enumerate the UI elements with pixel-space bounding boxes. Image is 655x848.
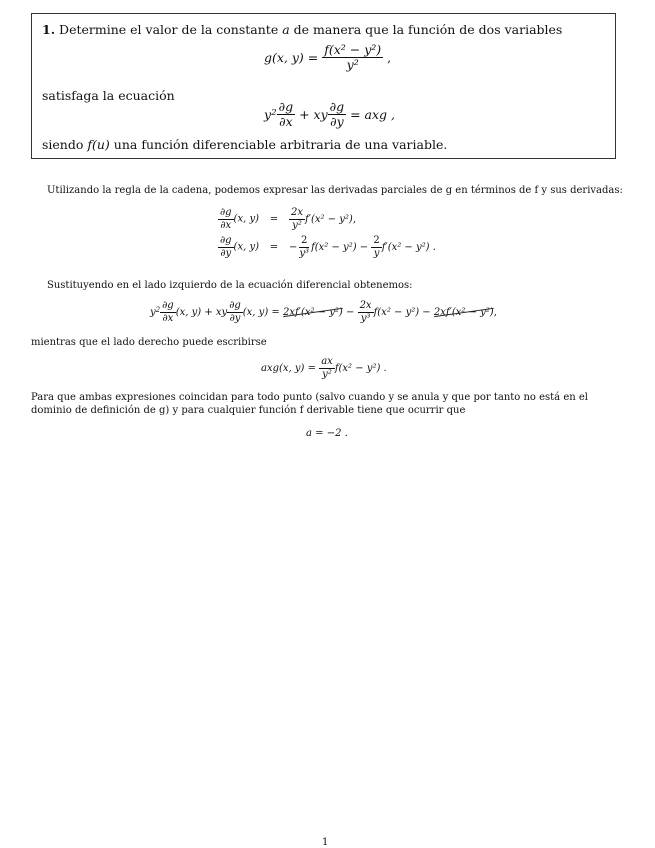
- solution-paragraph-3: mientras que el lado derecho puede escribirse: [31, 337, 267, 348]
- satisfy-text: satisfaga la ecuación: [42, 88, 175, 103]
- lhs-substitution: $y^2$ $\frac{\partial g}{\partial x}$ (x, y) + xy $\frac{\partial g}{\partial y}$ (x, y) = 2xf′(x² − y²) − $\frac{2x}{\text{y³}}$ f(x² − y²) − 2xf′(x² − y²) ,: [150, 300, 497, 324]
- g-definition: g(x, y) = $\frac{\text{f(x² − y²)}}{\text{y²}}$ ,: [264, 42, 392, 73]
- pde-equation: $y^2$ $\frac{\partial g}{\partial x}$ + xy $\frac{\partial g}{\partial y}$ = axg ,: [264, 99, 396, 130]
- siendo-text: siendo f(u) una función diferenciable arbitraria de una variable.: [42, 137, 448, 152]
- dgdy-row: $\frac{\partial g}{\partial y}$ (x, y) = − $\frac{2}{\text{y³}}$ f(x² − y²) − $\frac{2}{y}$ f′(x² − y²) .: [219, 235, 436, 259]
- final-answer: a = −2 .: [306, 428, 348, 439]
- dgdx-row: $\frac{\partial g}{\partial x}$ (x, y) = $\frac{2x}{\text{y²}}$ f′(x² − y²),: [219, 207, 357, 231]
- partial-derivatives-block: [214, 205, 436, 261]
- page-number: 1: [322, 837, 329, 848]
- cancelled-term-2: 2xf′(x² − y²): [433, 306, 494, 318]
- solution-paragraph-4: Para que ambas expresiones coincidan para todo punto (salvo cuando y se anula y que por tanto no está en el dominio de definición de g) y para cualquier función f derivable tiene que ocurrir que: [31, 392, 588, 416]
- solution-paragraph-2: Sustituyendo en el lado izquierdo de la ecuación diferencial obtenemos:: [47, 280, 413, 291]
- problem-statement-line1: 1. Determine el valor de la constante a de manera que la función de dos variables: [42, 22, 563, 37]
- problem-number: 1.: [42, 22, 56, 37]
- cancelled-term-1: 2xf′(x² − y²): [282, 306, 343, 318]
- solution-paragraph-1: Utilizando la regla de la cadena, podemos expresar las derivadas parciales de g en términos de f y sus derivadas:: [47, 185, 623, 196]
- rhs-expression: axg(x, y) = $\frac{ax}{\text{y²}}$ f(x² − y²) .: [261, 356, 387, 380]
